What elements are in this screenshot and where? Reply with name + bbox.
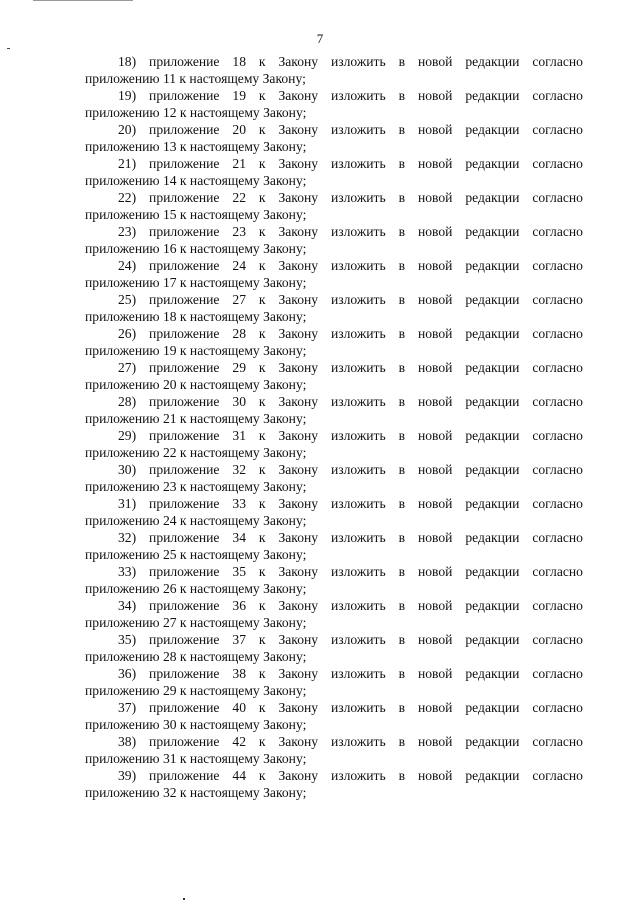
amendment-item-second-line: приложению 32 к настоящему Закону; (85, 785, 307, 800)
amendment-item (85, 529, 583, 563)
amendment-item (85, 665, 583, 699)
amendment-item-first-line: 34) приложение 36 к Закону изложить в новой редакции согласно (118, 598, 583, 613)
amendment-item (85, 291, 583, 325)
amendment-item-second-line: приложению 20 к настоящему Закону; (85, 377, 307, 392)
amendment-item (85, 631, 583, 665)
amendment-item (85, 359, 583, 393)
scan-artifact-dot (183, 898, 185, 900)
amendment-item (85, 87, 583, 121)
amendment-item-first-line: 23) приложение 23 к Закону изложить в новой редакции согласно (118, 224, 583, 239)
amendment-item-second-line: приложению 18 к настоящему Закону; (85, 309, 307, 324)
amendment-item-first-line: 35) приложение 37 к Закону изложить в новой редакции согласно (118, 632, 583, 647)
amendment-item-first-line: 39) приложение 44 к Закону изложить в новой редакции согласно (118, 768, 583, 783)
amendment-item (85, 257, 583, 291)
amendment-item (85, 189, 583, 223)
amendment-item-first-line: 21) приложение 21 к Закону изложить в новой редакции согласно (118, 156, 583, 171)
amendment-item (85, 597, 583, 631)
amendment-item-second-line: приложению 30 к настоящему Закону; (85, 717, 307, 732)
amendment-item (85, 223, 583, 257)
amendment-item (85, 155, 583, 189)
amendment-item-first-line: 37) приложение 40 к Закону изложить в новой редакции согласно (118, 700, 583, 715)
amendment-item-first-line: 22) приложение 22 к Закону изложить в новой редакции согласно (118, 190, 583, 205)
amendment-item-second-line: приложению 31 к настоящему Закону; (85, 751, 307, 766)
amendment-item-first-line: 24) приложение 24 к Закону изложить в новой редакции согласно (118, 258, 583, 273)
scan-artifact-mark (7, 48, 10, 49)
amendment-item-second-line: приложению 23 к настоящему Закону; (85, 479, 307, 494)
amendment-item-first-line: 31) приложение 33 к Закону изложить в новой редакции согласно (118, 496, 583, 511)
amendment-list (85, 53, 583, 801)
scan-artifact-line (33, 0, 133, 1)
amendment-item-first-line: 20) приложение 20 к Закону изложить в новой редакции согласно (118, 122, 583, 137)
amendment-item (85, 427, 583, 461)
amendment-item-first-line: 19) приложение 19 к Закону изложить в новой редакции согласно (118, 88, 583, 103)
amendment-item-second-line: приложению 13 к настоящему Закону; (85, 139, 307, 154)
amendment-item-first-line: 28) приложение 30 к Закону изложить в новой редакции согласно (118, 394, 583, 409)
amendment-item (85, 699, 583, 733)
amendment-item-second-line: приложению 21 к настоящему Закону; (85, 411, 307, 426)
amendment-item (85, 563, 583, 597)
amendment-item-first-line: 25) приложение 27 к Закону изложить в новой редакции согласно (118, 292, 583, 307)
amendment-item-second-line: приложению 14 к настоящему Закону; (85, 173, 307, 188)
amendment-item (85, 495, 583, 529)
amendment-item-first-line: 27) приложение 29 к Закону изложить в новой редакции согласно (118, 360, 583, 375)
amendment-item-first-line: 32) приложение 34 к Закону изложить в новой редакции согласно (118, 530, 583, 545)
amendment-item (85, 53, 583, 87)
amendment-item (85, 767, 583, 801)
amendment-item-second-line: приложению 28 к настоящему Закону; (85, 649, 307, 664)
amendment-item-second-line: приложению 19 к настоящему Закону; (85, 343, 307, 358)
amendment-item-first-line: 29) приложение 31 к Закону изложить в новой редакции согласно (118, 428, 583, 443)
amendment-item-second-line: приложению 22 к настоящему Закону; (85, 445, 307, 460)
amendment-item-second-line: приложению 25 к настоящему Закону; (85, 547, 307, 562)
amendment-item (85, 393, 583, 427)
amendment-item (85, 461, 583, 495)
amendment-item-first-line: 36) приложение 38 к Закону изложить в новой редакции согласно (118, 666, 583, 681)
amendment-item-second-line: приложению 16 к настоящему Закону; (85, 241, 307, 256)
amendment-item-first-line: 26) приложение 28 к Закону изложить в новой редакции согласно (118, 326, 583, 341)
amendment-item-second-line: приложению 17 к настоящему Закону; (85, 275, 307, 290)
amendment-item-first-line: 18) приложение 18 к Закону изложить в новой редакции согласно (118, 54, 583, 69)
amendment-item-second-line: приложению 15 к настоящему Закону; (85, 207, 307, 222)
amendment-item-first-line: 38) приложение 42 к Закону изложить в новой редакции согласно (118, 734, 583, 749)
amendment-item-second-line: приложению 12 к настоящему Закону; (85, 105, 307, 120)
amendment-item-second-line: приложению 24 к настоящему Закону; (85, 513, 307, 528)
amendment-item-second-line: приложению 29 к настоящему Закону; (85, 683, 307, 698)
amendment-item (85, 121, 583, 155)
amendment-item-second-line: приложению 11 к настоящему Закону; (85, 71, 306, 86)
amendment-item-first-line: 33) приложение 35 к Закону изложить в новой редакции согласно (118, 564, 583, 579)
page-number: 7 (316, 31, 324, 46)
amendment-item (85, 325, 583, 359)
amendment-item-second-line: приложению 27 к настоящему Закону; (85, 615, 307, 630)
amendment-item-first-line: 30) приложение 32 к Закону изложить в новой редакции согласно (118, 462, 583, 477)
amendment-item (85, 733, 583, 767)
amendment-item-second-line: приложению 26 к настоящему Закону; (85, 581, 307, 596)
